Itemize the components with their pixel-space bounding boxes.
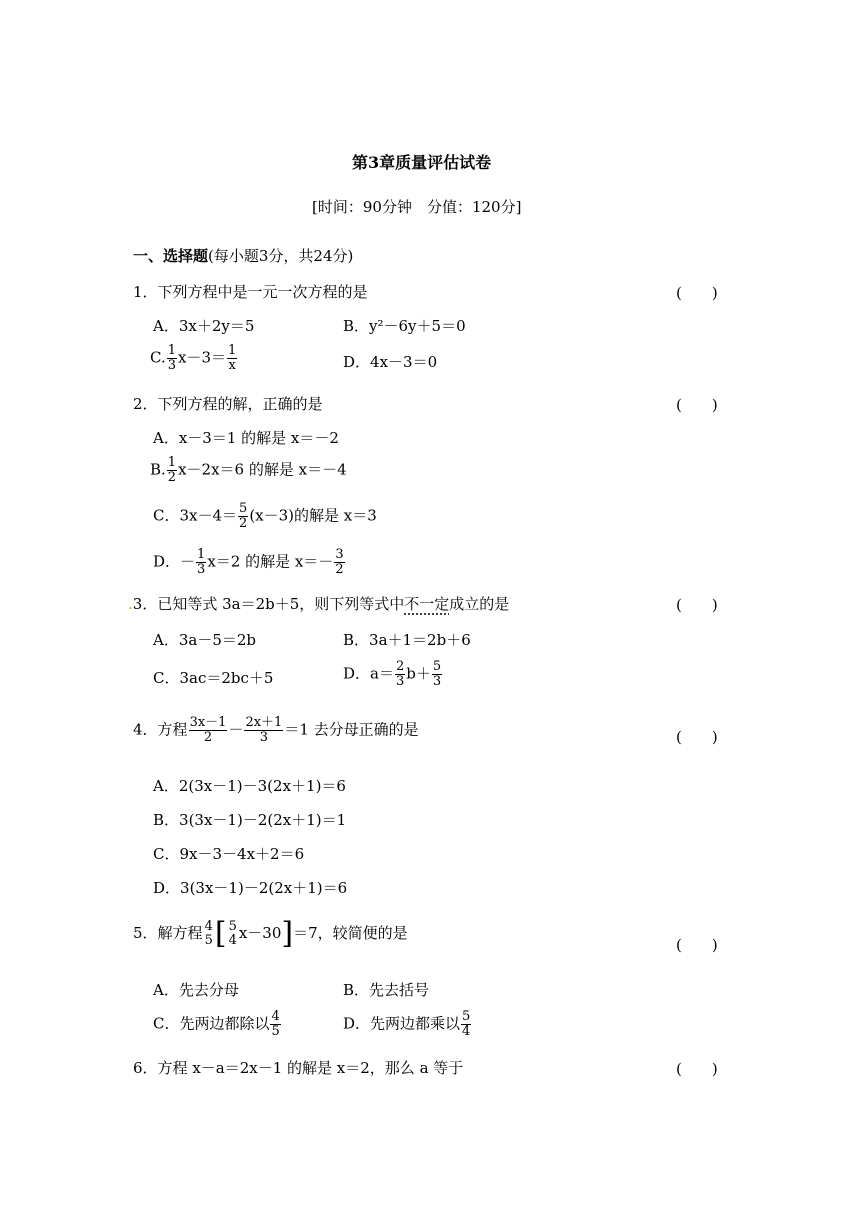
- answer-paren-6: ( ): [676, 1060, 718, 1078]
- fraction: $\frac{5}{4}$: [462, 1009, 471, 1039]
- answer-paren-2: ( ): [676, 396, 718, 414]
- fraction: $\frac{5}{2}$: [239, 501, 248, 531]
- answer-paren-1: ( ): [676, 284, 718, 302]
- fraction: $\frac{4}{5}$: [271, 1009, 280, 1039]
- q4-option-b: B．3(3x－1)－2(2x＋1)＝1: [153, 811, 347, 829]
- answer-paren-5: ( ): [676, 936, 718, 954]
- q1-option-b: B．y²－6y＋5＝0: [343, 317, 466, 335]
- fraction: $\frac{3}{2}$: [335, 547, 344, 577]
- fraction: 4 5: [204, 919, 213, 948]
- q4-option-a: A．2(3x－1)－3(2x＋1)＝6: [153, 777, 346, 795]
- question-6-stem: 6．方程 x－a＝2x－1 的解是 x＝2，那么 a 等于: [133, 1059, 464, 1077]
- fraction: $\frac{5}{3}$: [432, 659, 442, 689]
- q5-option-b: B．先去括号: [343, 981, 430, 999]
- fraction: $\frac{3x-1}{2}$: [189, 715, 227, 745]
- q1-option-a: A．3x＋2y＝5: [153, 317, 255, 335]
- q3-option-c: C．3ac＝2bc＋5: [153, 669, 274, 687]
- q5-option-d: D．先两边都乘以 $\frac{5}{4}$: [343, 1009, 471, 1039]
- question-3-stem: .3．已知等式 3a＝2b＋5，则下列等式中不一定成立的是: [128, 595, 510, 613]
- section-heading: [133, 246, 353, 266]
- left-bracket-icon: [: [214, 916, 227, 951]
- q5-option-a: A．先去分母: [153, 981, 239, 999]
- q2-option-d: D．－ $\frac{1}{3}$ x＝2 的解是 x＝－ $\frac{3}{2}$: [153, 547, 344, 577]
- fraction: $\frac{1}{2}$: [167, 455, 177, 485]
- question-5-stem: 5．解方程 4 5 [ 5 4 x－30]＝7，较简便的是: [133, 916, 408, 951]
- q3-option-d: D．a＝ $\frac{2}{3}$ b＋ $\frac{5}{3}$: [343, 659, 442, 689]
- q5-option-c: C．先两边都除以 $\frac{4}{5}$: [153, 1009, 280, 1039]
- fraction: $\frac{1}{3}$: [167, 343, 176, 373]
- section-title: 一、选择题: [133, 247, 209, 265]
- q4-option-c: C．9x－3－4x＋2＝6: [153, 845, 305, 863]
- q4-option-d: D．3(3x－1)－2(2x＋1)＝6: [153, 879, 348, 897]
- answer-paren-4: ( ): [676, 728, 718, 746]
- section-note: (每小题3分，共24分): [208, 247, 354, 265]
- right-bracket-icon: ]: [281, 916, 294, 951]
- question-4-stem: 4．方程 $\frac{3x-1}{2}$ － $\frac{2x+1}{3}$ ＝1 去分母正确的是: [133, 715, 419, 745]
- answer-paren-3: ( ): [676, 596, 718, 614]
- q1-option-d: D．4x－3＝0: [343, 353, 438, 371]
- q3-option-a: A．3a－5＝2b: [153, 631, 257, 649]
- q2-option-b: B. $\frac{1}{2}$ x－2x＝6 的解是 x＝－4: [150, 455, 347, 485]
- tick-mark-icon: .: [128, 595, 133, 613]
- page-title: 第3章质量评估试卷: [352, 153, 492, 172]
- fraction: 5 4: [228, 919, 237, 948]
- fraction: $\frac{2}{3}$: [395, 659, 405, 689]
- fraction: $\frac{1}{x}$: [228, 343, 237, 373]
- question-2-stem: 2．下列方程的解，正确的是: [133, 395, 323, 413]
- q3-option-b: B．3a＋1＝2b＋6: [343, 631, 471, 649]
- fraction: $\frac{2x+1}{3}$: [245, 715, 283, 745]
- exam-meta: [时间：90分钟 分值：120分]: [312, 198, 522, 216]
- q2-option-a: A．x－3＝1 的解是 x＝－2: [153, 429, 339, 447]
- q1-option-c: C. $\frac{1}{3}$ x－3＝ $\frac{1}{x}$: [150, 343, 237, 373]
- q2-option-c: C．3x－4＝ $\frac{5}{2}$ (x－3)的解是 x＝3: [153, 501, 377, 531]
- question-1-stem: 1．下列方程中是一元一次方程的是: [133, 283, 368, 301]
- emphasis-text: 不一定: [404, 595, 450, 613]
- fraction: $\frac{1}{3}$: [197, 547, 206, 577]
